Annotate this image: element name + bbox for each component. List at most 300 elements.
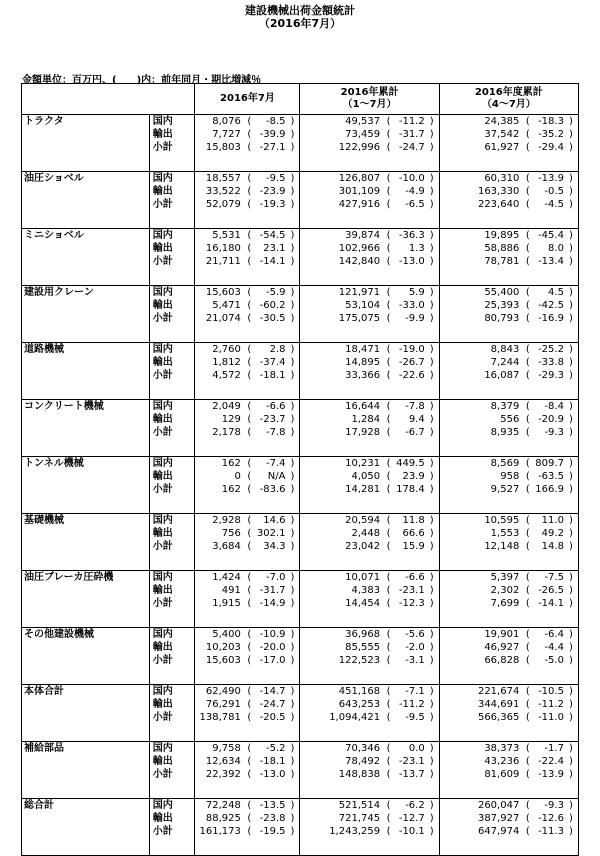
row-label: 輸出 xyxy=(149,185,195,198)
month-value: 1,915 xyxy=(195,597,243,610)
cumulative-value: 4,383 xyxy=(300,584,382,597)
category-name: 総合計 xyxy=(22,799,150,856)
month-value: 129 xyxy=(195,413,243,426)
paren-open: ( xyxy=(247,401,252,412)
paren-open: ( xyxy=(525,813,530,824)
month-change: -6.6 xyxy=(265,401,286,412)
paren-close: ) xyxy=(290,427,295,438)
category-group xyxy=(22,400,579,457)
paren-close: ) xyxy=(567,654,579,667)
paren-close: ) xyxy=(567,571,579,585)
cumulative-value: 1,243,259 xyxy=(300,825,382,838)
paren-open: ( xyxy=(386,414,391,425)
paren-close: ) xyxy=(429,826,434,837)
fiscal-change: -42.5 xyxy=(538,300,564,311)
paren-close: ) xyxy=(567,768,579,781)
cumulative-value: 70,346 xyxy=(300,742,382,756)
row-label: 輸出 xyxy=(149,584,195,597)
fiscal-value: 5,397 xyxy=(439,571,521,585)
month-change: -31.7 xyxy=(259,585,286,596)
paren-open: ( xyxy=(386,300,391,311)
table-row xyxy=(22,229,579,243)
cumulative-change: -5.6 xyxy=(405,629,425,640)
paren-close: ) xyxy=(429,598,434,609)
cumulative-value: 14,895 xyxy=(300,356,382,369)
month-value: 10,203 xyxy=(195,641,243,654)
paren-close: ) xyxy=(290,414,295,425)
paren-close: ) xyxy=(429,173,434,184)
paren-close: ) xyxy=(429,484,434,495)
fiscal-change: 49.2 xyxy=(541,528,564,539)
category-name: その他建設機械 xyxy=(22,628,150,685)
paren-open: ( xyxy=(247,484,252,495)
cumulative-change: -6.5 xyxy=(405,199,425,210)
cumulative-change: -2.0 xyxy=(405,642,425,653)
fiscal-value: 344,691 xyxy=(439,698,521,711)
fiscal-change: 8.0 xyxy=(548,243,564,254)
paren-close: ) xyxy=(429,585,434,596)
fiscal-value: 647,974 xyxy=(439,825,521,838)
paren-open: ( xyxy=(386,699,391,710)
fiscal-change: -29.3 xyxy=(538,370,564,381)
fiscal-change: 809.7 xyxy=(535,458,564,469)
paren-open: ( xyxy=(525,243,530,254)
cumulative-change: -11.2 xyxy=(398,116,425,127)
fiscal-value: 556 xyxy=(439,413,521,426)
paren-close: ) xyxy=(290,471,295,482)
paren-close: ) xyxy=(567,540,579,553)
paren-open: ( xyxy=(247,344,252,355)
table-row xyxy=(22,286,579,300)
paren-close: ) xyxy=(290,712,295,723)
month-change: -60.2 xyxy=(259,300,286,311)
paren-open: ( xyxy=(386,186,391,197)
paren-close: ) xyxy=(290,756,295,767)
paren-close: ) xyxy=(429,129,434,140)
fiscal-change: -18.3 xyxy=(538,116,564,127)
row-label: 国内 xyxy=(149,457,195,471)
month-value: 5,400 xyxy=(195,628,243,642)
fiscal-value: 7,244 xyxy=(439,356,521,369)
paren-open: ( xyxy=(247,813,252,824)
fiscal-change: 14.8 xyxy=(541,541,564,552)
row-label: 輸出 xyxy=(149,527,195,540)
table-row xyxy=(22,799,579,813)
paren-open: ( xyxy=(247,471,252,482)
paren-open: ( xyxy=(525,629,530,640)
fiscal-change: 166.9 xyxy=(535,484,564,495)
month-value: 138,781 xyxy=(195,711,243,724)
paren-close: ) xyxy=(290,800,295,811)
paren-open: ( xyxy=(247,629,252,640)
paren-open: ( xyxy=(525,370,530,381)
fiscal-change: -0.5 xyxy=(544,186,564,197)
paren-open: ( xyxy=(525,515,530,526)
paren-open: ( xyxy=(247,199,252,210)
month-value: 52,079 xyxy=(195,198,243,211)
paren-open: ( xyxy=(386,515,391,526)
fiscal-value: 55,400 xyxy=(439,286,521,300)
paren-open: ( xyxy=(386,256,391,267)
paren-close: ) xyxy=(290,186,295,197)
paren-close: ) xyxy=(429,743,434,754)
paren-close: ) xyxy=(429,370,434,381)
cumulative-value: 33,366 xyxy=(300,369,382,382)
month-change: -5.2 xyxy=(265,743,286,754)
paren-open: ( xyxy=(525,458,530,469)
table-row xyxy=(22,400,579,414)
fiscal-change: 4.5 xyxy=(548,287,564,298)
fiscal-change: -4.5 xyxy=(544,199,564,210)
paren-close: ) xyxy=(567,825,579,838)
paren-open: ( xyxy=(386,116,391,127)
fiscal-value: 223,640 xyxy=(439,198,521,211)
fiscal-change: -11.0 xyxy=(538,712,564,723)
shipment-table xyxy=(21,83,579,856)
paren-close: ) xyxy=(429,515,434,526)
paren-close: ) xyxy=(290,699,295,710)
category-group xyxy=(22,115,579,172)
cumulative-value: 427,916 xyxy=(300,198,382,211)
cumulative-change: -26.7 xyxy=(398,357,425,368)
paren-open: ( xyxy=(247,129,252,140)
cumulative-change: -36.3 xyxy=(398,230,425,241)
paren-open: ( xyxy=(525,484,530,495)
fiscal-value: 60,310 xyxy=(439,172,521,186)
month-change: -39.9 xyxy=(259,129,286,140)
fiscal-value: 16,087 xyxy=(439,369,521,382)
row-label: 小計 xyxy=(149,198,195,211)
month-change: -83.6 xyxy=(259,484,286,495)
paren-close: ) xyxy=(567,527,579,540)
paren-open: ( xyxy=(525,401,530,412)
table-row xyxy=(22,457,579,471)
fiscal-change: -14.1 xyxy=(538,598,564,609)
paren-close: ) xyxy=(567,698,579,711)
month-value: 22,392 xyxy=(195,768,243,781)
month-value: 3,684 xyxy=(195,540,243,553)
paren-open: ( xyxy=(247,427,252,438)
cumulative-value: 78,492 xyxy=(300,755,382,768)
cumulative-change: 23.9 xyxy=(402,471,425,482)
paren-open: ( xyxy=(525,585,530,596)
paren-close: ) xyxy=(567,742,579,756)
row-label: 国内 xyxy=(149,172,195,186)
cumulative-change: -13.7 xyxy=(398,769,425,780)
paren-close: ) xyxy=(567,242,579,255)
paren-open: ( xyxy=(386,357,391,368)
paren-close: ) xyxy=(290,769,295,780)
paren-close: ) xyxy=(290,370,295,381)
row-label: 国内 xyxy=(149,571,195,585)
paren-open: ( xyxy=(247,414,252,425)
fiscal-value: 19,895 xyxy=(439,229,521,243)
cumulative-value: 85,555 xyxy=(300,641,382,654)
fiscal-value: 46,927 xyxy=(439,641,521,654)
document-title: 建設機械出荷金額統計 xyxy=(245,4,355,17)
paren-close: ) xyxy=(429,541,434,552)
paren-open: ( xyxy=(525,173,530,184)
month-change: -5.9 xyxy=(265,287,286,298)
month-change: -9.5 xyxy=(265,173,286,184)
row-label: 輸出 xyxy=(149,413,195,426)
cumulative-change: -10.1 xyxy=(398,826,425,837)
month-change: -23.9 xyxy=(259,186,286,197)
paren-open: ( xyxy=(525,129,530,140)
paren-close: ) xyxy=(567,400,579,414)
paren-close: ) xyxy=(429,458,434,469)
paren-close: ) xyxy=(290,199,295,210)
paren-open: ( xyxy=(525,686,530,697)
paren-close: ) xyxy=(429,427,434,438)
paren-open: ( xyxy=(525,287,530,298)
paren-close: ) xyxy=(429,142,434,153)
paren-close: ) xyxy=(429,401,434,412)
paren-open: ( xyxy=(386,243,391,254)
paren-close: ) xyxy=(567,711,579,724)
paren-open: ( xyxy=(247,756,252,767)
fiscal-change: -7.5 xyxy=(544,572,564,583)
row-label: 輸出 xyxy=(149,698,195,711)
paren-open: ( xyxy=(386,655,391,666)
category-group xyxy=(22,799,579,856)
fiscal-change: -10.5 xyxy=(538,686,564,697)
fiscal-value: 37,542 xyxy=(439,128,521,141)
paren-close: ) xyxy=(567,229,579,243)
fiscal-value: 66,828 xyxy=(439,654,521,667)
paren-open: ( xyxy=(247,116,252,127)
month-value: 21,074 xyxy=(195,312,243,325)
paren-open: ( xyxy=(386,541,391,552)
fiscal-value: 221,674 xyxy=(439,685,521,699)
paren-open: ( xyxy=(247,528,252,539)
month-value: 1,424 xyxy=(195,571,243,585)
paren-open: ( xyxy=(525,186,530,197)
paren-open: ( xyxy=(525,769,530,780)
row-label: 小計 xyxy=(149,540,195,553)
cumulative-change: -3.1 xyxy=(405,655,425,666)
cumulative-value: 14,281 xyxy=(300,483,382,496)
month-change: -24.7 xyxy=(259,699,286,710)
paren-close: ) xyxy=(567,457,579,471)
paren-close: ) xyxy=(567,343,579,357)
fiscal-value: 8,843 xyxy=(439,343,521,357)
paren-open: ( xyxy=(247,142,252,153)
paren-open: ( xyxy=(386,813,391,824)
row-label: 小計 xyxy=(149,483,195,496)
fiscal-change: -25.2 xyxy=(538,344,564,355)
month-change: -17.0 xyxy=(259,655,286,666)
row-label: 小計 xyxy=(149,312,195,325)
month-value: 5,531 xyxy=(195,229,243,243)
paren-close: ) xyxy=(290,572,295,583)
paren-open: ( xyxy=(247,572,252,583)
category-group xyxy=(22,628,579,685)
cumulative-change: -19.0 xyxy=(398,344,425,355)
row-label: 小計 xyxy=(149,426,195,439)
category-group xyxy=(22,457,579,514)
month-value: 1,812 xyxy=(195,356,243,369)
category-group xyxy=(22,571,579,628)
paren-open: ( xyxy=(247,515,252,526)
cumulative-value: 39,874 xyxy=(300,229,382,243)
paren-open: ( xyxy=(247,598,252,609)
month-value: 12,634 xyxy=(195,755,243,768)
paren-open: ( xyxy=(247,357,252,368)
cumulative-change: 5.9 xyxy=(408,287,425,298)
cumulative-value: 49,537 xyxy=(300,115,382,129)
paren-open: ( xyxy=(386,585,391,596)
paren-open: ( xyxy=(247,458,252,469)
fiscal-change: -16.9 xyxy=(538,313,564,324)
paren-open: ( xyxy=(386,598,391,609)
month-change: 2.8 xyxy=(269,344,286,355)
cumulative-change: 178.4 xyxy=(396,484,425,495)
fiscal-change: -12.6 xyxy=(538,813,564,824)
table-row xyxy=(22,115,579,129)
category-name: コンクリート機械 xyxy=(22,400,150,457)
paren-open: ( xyxy=(386,129,391,140)
paren-close: ) xyxy=(429,800,434,811)
paren-close: ) xyxy=(290,642,295,653)
row-label: 国内 xyxy=(149,799,195,813)
month-change: -18.1 xyxy=(259,756,286,767)
paren-open: ( xyxy=(386,287,391,298)
paren-open: ( xyxy=(525,344,530,355)
paren-close: ) xyxy=(290,629,295,640)
paren-close: ) xyxy=(429,313,434,324)
paren-open: ( xyxy=(247,712,252,723)
cumulative-value: 1,284 xyxy=(300,413,382,426)
fiscal-change: -8.4 xyxy=(544,401,564,412)
fiscal-change: -4.4 xyxy=(544,642,564,653)
cumulative-change: 0.0 xyxy=(408,743,425,754)
fiscal-change: 11.0 xyxy=(541,515,564,526)
cumulative-change: -22.6 xyxy=(398,370,425,381)
cumulative-value: 53,104 xyxy=(300,299,382,312)
fiscal-value: 2,302 xyxy=(439,584,521,597)
paren-open: ( xyxy=(525,199,530,210)
paren-close: ) xyxy=(567,255,579,268)
header-fiscal: 2016年度累計 （4～7月） xyxy=(439,84,578,115)
cumulative-change: 1.3 xyxy=(408,243,425,254)
table-row xyxy=(22,172,579,186)
fiscal-change: -35.2 xyxy=(538,129,564,140)
fiscal-change: -13.9 xyxy=(538,769,564,780)
cumulative-change: -12.3 xyxy=(398,598,425,609)
paren-close: ) xyxy=(290,655,295,666)
row-label: 国内 xyxy=(149,343,195,357)
category-name: トラクタ xyxy=(22,115,150,172)
month-value: 62,490 xyxy=(195,685,243,699)
month-value: 2,928 xyxy=(195,514,243,528)
cumulative-value: 126,807 xyxy=(300,172,382,186)
paren-open: ( xyxy=(386,769,391,780)
cumulative-change: -23.1 xyxy=(398,756,425,767)
row-label: 国内 xyxy=(149,514,195,528)
paren-close: ) xyxy=(567,141,579,154)
fiscal-value: 8,935 xyxy=(439,426,521,439)
cumulative-change: -13.0 xyxy=(398,256,425,267)
fiscal-value: 19,901 xyxy=(439,628,521,642)
paren-open: ( xyxy=(386,528,391,539)
paren-close: ) xyxy=(429,116,434,127)
category-name: 油圧ショベル xyxy=(22,172,150,229)
month-change: -14.9 xyxy=(259,598,286,609)
month-change: -30.5 xyxy=(259,313,286,324)
header-blank xyxy=(22,84,195,115)
fiscal-change: -5.0 xyxy=(544,655,564,666)
paren-open: ( xyxy=(386,313,391,324)
paren-open: ( xyxy=(525,826,530,837)
cumulative-change: -10.0 xyxy=(398,173,425,184)
row-label: 輸出 xyxy=(149,356,195,369)
paren-open: ( xyxy=(386,629,391,640)
paren-open: ( xyxy=(386,401,391,412)
fiscal-change: -13.4 xyxy=(538,256,564,267)
paren-open: ( xyxy=(247,370,252,381)
fiscal-value: 43,236 xyxy=(439,755,521,768)
cumulative-value: 451,168 xyxy=(300,685,382,699)
category-name: ミニショベル xyxy=(22,229,150,286)
paren-open: ( xyxy=(247,230,252,241)
paren-close: ) xyxy=(290,515,295,526)
paren-close: ) xyxy=(429,256,434,267)
paren-close: ) xyxy=(429,344,434,355)
document-subtitle: （2016年7月） xyxy=(258,17,342,30)
fiscal-value: 81,609 xyxy=(439,768,521,781)
cumulative-change: -12.7 xyxy=(398,813,425,824)
paren-open: ( xyxy=(386,826,391,837)
month-value: 162 xyxy=(195,483,243,496)
month-change: 34.3 xyxy=(263,541,286,552)
cumulative-value: 36,968 xyxy=(300,628,382,642)
paren-open: ( xyxy=(525,427,530,438)
table-row xyxy=(22,685,579,699)
fiscal-value: 9,527 xyxy=(439,483,521,496)
cumulative-change: -9.9 xyxy=(405,313,425,324)
category-name: 基礎機械 xyxy=(22,514,150,571)
paren-close: ) xyxy=(567,799,579,813)
month-change: -54.5 xyxy=(259,230,286,241)
paren-open: ( xyxy=(386,712,391,723)
cumulative-value: 301,109 xyxy=(300,185,382,198)
row-label: 小計 xyxy=(149,711,195,724)
paren-close: ) xyxy=(290,743,295,754)
paren-close: ) xyxy=(567,312,579,325)
fiscal-change: -1.7 xyxy=(544,743,564,754)
month-change: -14.7 xyxy=(259,686,286,697)
paren-open: ( xyxy=(247,173,252,184)
paren-close: ) xyxy=(290,484,295,495)
paren-close: ) xyxy=(567,641,579,654)
paren-close: ) xyxy=(429,186,434,197)
row-label: 小計 xyxy=(149,255,195,268)
paren-open: ( xyxy=(525,572,530,583)
paren-open: ( xyxy=(386,484,391,495)
month-value: 5,471 xyxy=(195,299,243,312)
paren-open: ( xyxy=(525,756,530,767)
paren-open: ( xyxy=(247,655,252,666)
month-value: 491 xyxy=(195,584,243,597)
paren-close: ) xyxy=(290,826,295,837)
paren-open: ( xyxy=(247,300,252,311)
cumulative-change: 9.4 xyxy=(408,414,425,425)
row-label: 国内 xyxy=(149,742,195,756)
paren-close: ) xyxy=(290,686,295,697)
month-value: 33,522 xyxy=(195,185,243,198)
fiscal-value: 566,365 xyxy=(439,711,521,724)
